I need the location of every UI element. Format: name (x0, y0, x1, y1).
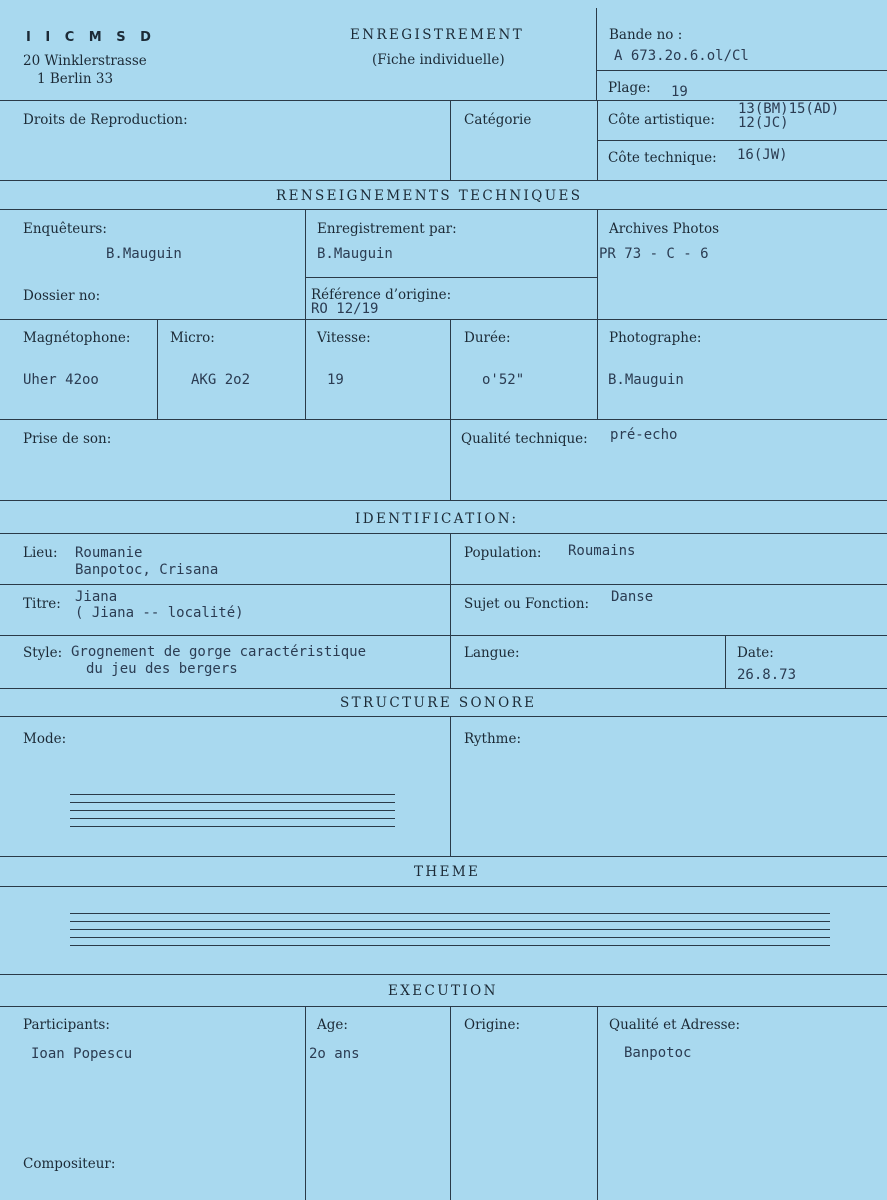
reference-origine-value: RO 12/19 (311, 301, 379, 317)
dossier-label: Dossier no: (23, 288, 101, 304)
cote-technique-label: Côte technique: (608, 150, 717, 166)
section-renseignements-techniques: RENSEIGNEMENTS TECHNIQUES (276, 188, 583, 204)
section-execution: EXECUTION (388, 983, 498, 999)
section-theme: THEME (414, 864, 481, 880)
age-value: 2o ans (309, 1046, 360, 1062)
lieu-value-1: Roumanie (75, 545, 143, 561)
participants-label: Participants: (23, 1017, 110, 1033)
micro-label: Micro: (170, 330, 215, 346)
photographe-value: B.Mauguin (608, 372, 684, 388)
form-title: ENREGISTREMENT (350, 27, 525, 43)
style-label: Style: (23, 645, 63, 661)
style-value-1: Grognement de gorge caractéristique (71, 644, 367, 660)
titre-label: Titre: (23, 596, 61, 612)
micro-value: AKG 2o2 (191, 372, 251, 388)
compositeur-label: Compositeur: (23, 1156, 116, 1172)
titre-value-1: Jiana (75, 589, 118, 605)
prise-de-son-label: Prise de son: (23, 431, 112, 447)
qualite-adresse-label: Qualité et Adresse: (609, 1017, 741, 1033)
section-identification: IDENTIFICATION: (355, 511, 519, 527)
archives-photos-label: Archives Photos (609, 221, 719, 237)
sujet-fonction-value: Danse (611, 589, 654, 605)
vitesse-label: Vitesse: (317, 330, 371, 346)
langue-label: Langue: (464, 645, 520, 661)
enqueteurs-value: B.Mauguin (106, 246, 182, 262)
date-value: 26.8.73 (737, 667, 797, 683)
rythme-label: Rythme: (464, 731, 522, 747)
droits-label: Droits de Reproduction: (23, 112, 188, 128)
style-value-2: du jeu des bergers (86, 661, 238, 677)
bande-label: Bande no : (609, 27, 683, 43)
date-label: Date: (737, 645, 774, 661)
magnetophone-label: Magnétophone: (23, 330, 131, 346)
section-structure-sonore: STRUCTURE SONORE (340, 695, 537, 711)
vitesse-value: 19 (327, 372, 344, 388)
cote-technique-value: 16(JW) (737, 147, 788, 163)
org-logo: I I C M S D (26, 30, 156, 45)
enregistrement-par-label: Enregistrement par: (317, 221, 457, 237)
lieu-label: Lieu: (23, 545, 58, 561)
org-address-line1: 20 Winklerstrasse (23, 53, 147, 69)
duree-label: Durée: (464, 330, 511, 346)
population-value: Roumains (568, 543, 636, 559)
magnetophone-value: Uher 42oo (23, 372, 99, 388)
cote-artistique-value-2: 12(JC) (738, 115, 789, 131)
duree-value: o'52" (482, 372, 525, 388)
sujet-fonction-label: Sujet ou Fonction: (464, 596, 590, 612)
origine-label: Origine: (464, 1017, 521, 1033)
participants-value: Ioan Popescu (31, 1046, 133, 1062)
titre-value-2: ( Jiana -- localité) (75, 605, 244, 621)
reference-origine-label: Référence d’origine: (311, 287, 452, 303)
qualite-technique-value: pré-echo (610, 427, 678, 443)
photographe-label: Photographe: (609, 330, 702, 346)
form-subtitle: (Fiche individuelle) (372, 52, 505, 68)
bande-value: A 673.2o.6.ol/Cl (614, 48, 749, 64)
qualite-technique-label: Qualité technique: (461, 431, 588, 447)
cote-artistique-label: Côte artistique: (608, 112, 715, 128)
population-label: Population: (464, 545, 542, 561)
enregistrement-par-value: B.Mauguin (317, 246, 393, 262)
lieu-value-2: Banpotoc, Crisana (75, 562, 219, 578)
archives-photos-value: PR 73 - C - 6 (599, 246, 709, 262)
plage-label: Plage: (608, 80, 651, 96)
enqueteurs-label: Enquêteurs: (23, 221, 107, 237)
org-address-line2: 1 Berlin 33 (37, 71, 114, 87)
plage-value: 19 (671, 84, 688, 100)
qualite-adresse-value: Banpotoc (624, 1045, 692, 1061)
categorie-label: Catégorie (464, 112, 532, 128)
age-label: Age: (317, 1017, 348, 1033)
cote-artistique-value-1: 13(BM)15(AD) (738, 101, 840, 117)
mode-label: Mode: (23, 731, 67, 747)
